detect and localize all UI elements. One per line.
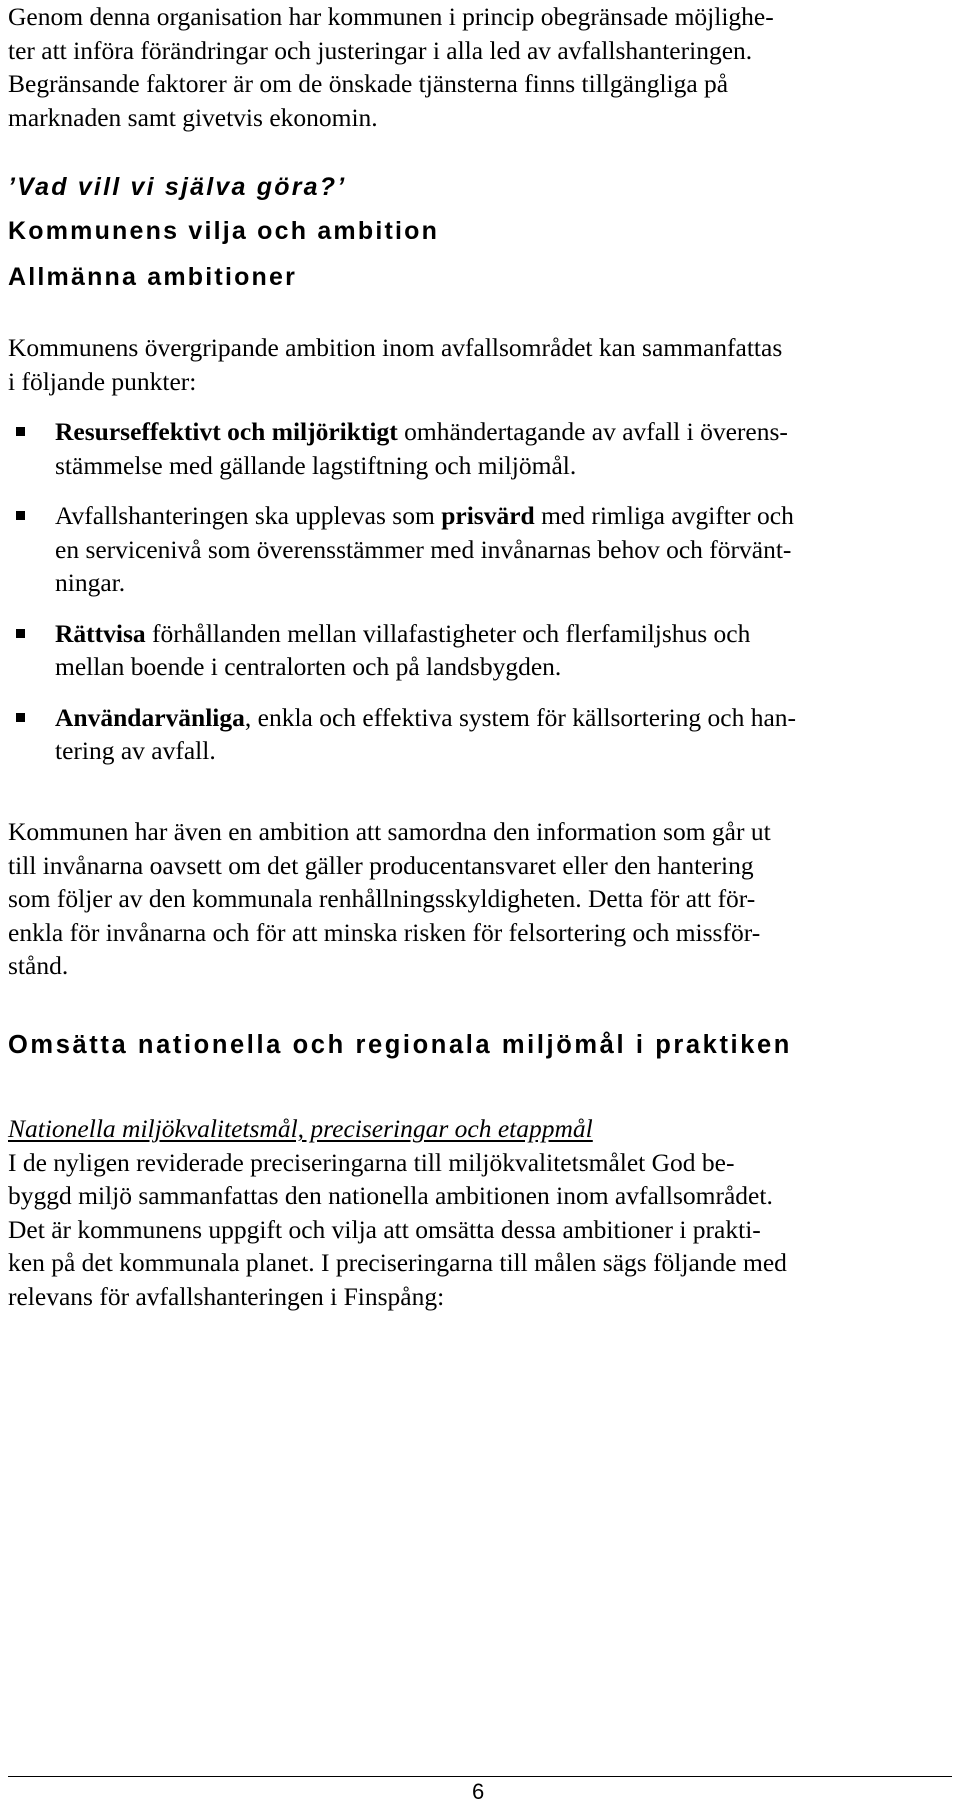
section-line: ken på det kommunala planet. I preciseringarna till målen sägs följande med [8, 1248, 787, 1277]
section-line: relevans för avfallshanteringen i Finspång: [8, 1281, 445, 1311]
information-line: som följer av den kommunala renhållningsskyldigheten. Detta för att för- [8, 884, 756, 913]
information-paragraph [8, 815, 952, 983]
vilja-heading: Kommunens vilja och ambition [8, 217, 440, 245]
ambition-intro [8, 331, 952, 398]
section-body [8, 1112, 952, 1313]
ambition-item [8, 701, 952, 768]
ambition-keyword: Rättvisa [55, 618, 146, 648]
subsection-heading: Nationella miljökvalitetsmål, preciseringar och etappmål [8, 1114, 593, 1143]
information-line: enkla för invånarna och för att minska risken för felsortering och missför- [8, 917, 761, 947]
ambition-text: stämmelse med gällande lagstiftning och miljömål. [55, 450, 577, 480]
ambition-text: en servicenivå som överensstämmer med invånarnas behov och förvänt- [55, 534, 792, 564]
information-line: stånd. [8, 951, 69, 980]
information-line: Kommunen har även en ambition att samordna den information som går ut [8, 817, 771, 846]
intro-paragraph [8, 0, 952, 134]
section-line: I de nyligen reviderade preciseringarna till miljökvalitetsmålet God be- [8, 1147, 735, 1177]
ambition-intro-line: i följande punkter: [8, 366, 197, 396]
page-number: 6 [472, 1779, 485, 1804]
section-heading: Omsätta nationella och regionala miljömål i praktiken [8, 1031, 792, 1059]
ambition-text: förhållanden mellan villafastigheter och flerfamiljshus och [145, 618, 751, 648]
ambition-text: Avfallshanteringen ska upplevas som [55, 501, 442, 530]
ambition-keyword: Användarvänliga [55, 702, 245, 732]
section-line: byggd miljö sammanfattas den nationella ambitionen inom avfallsområdet. [8, 1181, 773, 1210]
ambition-item [8, 415, 952, 482]
square-bullet-icon [16, 427, 25, 436]
square-bullet-icon [16, 713, 25, 722]
footer-divider [8, 1776, 952, 1777]
ambition-text: , enkla och effektiva system för källsortering och han- [244, 702, 797, 732]
ambition-keyword: Resurseffektivt och miljöriktigt [55, 417, 398, 446]
ambition-text: tering av avfall. [55, 736, 216, 765]
section-line: Det är kommunens uppgift och vilja att omsätta dessa ambitioner i prakti- [8, 1214, 761, 1244]
intro-line: ter att införa förändringar och justeringar i alla led av avfallshanteringen. [8, 35, 753, 65]
information-line: till invånarna oavsett om det gäller producentansvaret eller den hantering [8, 850, 754, 880]
intro-line: marknaden samt givetvis ekonomin. [8, 102, 378, 132]
intro-line: Genom denna organisation har kommunen i princip obegränsade möjlighe- [8, 2, 774, 31]
ambition-keyword: prisvärd [441, 501, 535, 530]
question-heading: ’Vad vill vi själva göra?’ [8, 173, 347, 201]
square-bullet-icon [16, 511, 25, 520]
ambition-list [8, 415, 952, 768]
ambition-text: omhändertagande av avfall i överens- [397, 417, 788, 446]
ambition-intro-line: Kommunens övergripande ambition inom avfallsområdet kan sammanfattas [8, 333, 783, 362]
square-bullet-icon [16, 629, 25, 638]
intro-line: Begränsande faktorer är om de önskade tjänsterna finns tillgängliga på [8, 69, 729, 98]
ambition-item [8, 617, 952, 684]
ambition-text: med rimliga avgifter och [534, 501, 794, 530]
ambition-text: ningar. [55, 568, 126, 597]
ambition-item [8, 499, 952, 600]
ambition-text: mellan boende i centralorten och på landsbygden. [55, 652, 562, 681]
allmanna-heading: Allmänna ambitioner [8, 263, 298, 291]
